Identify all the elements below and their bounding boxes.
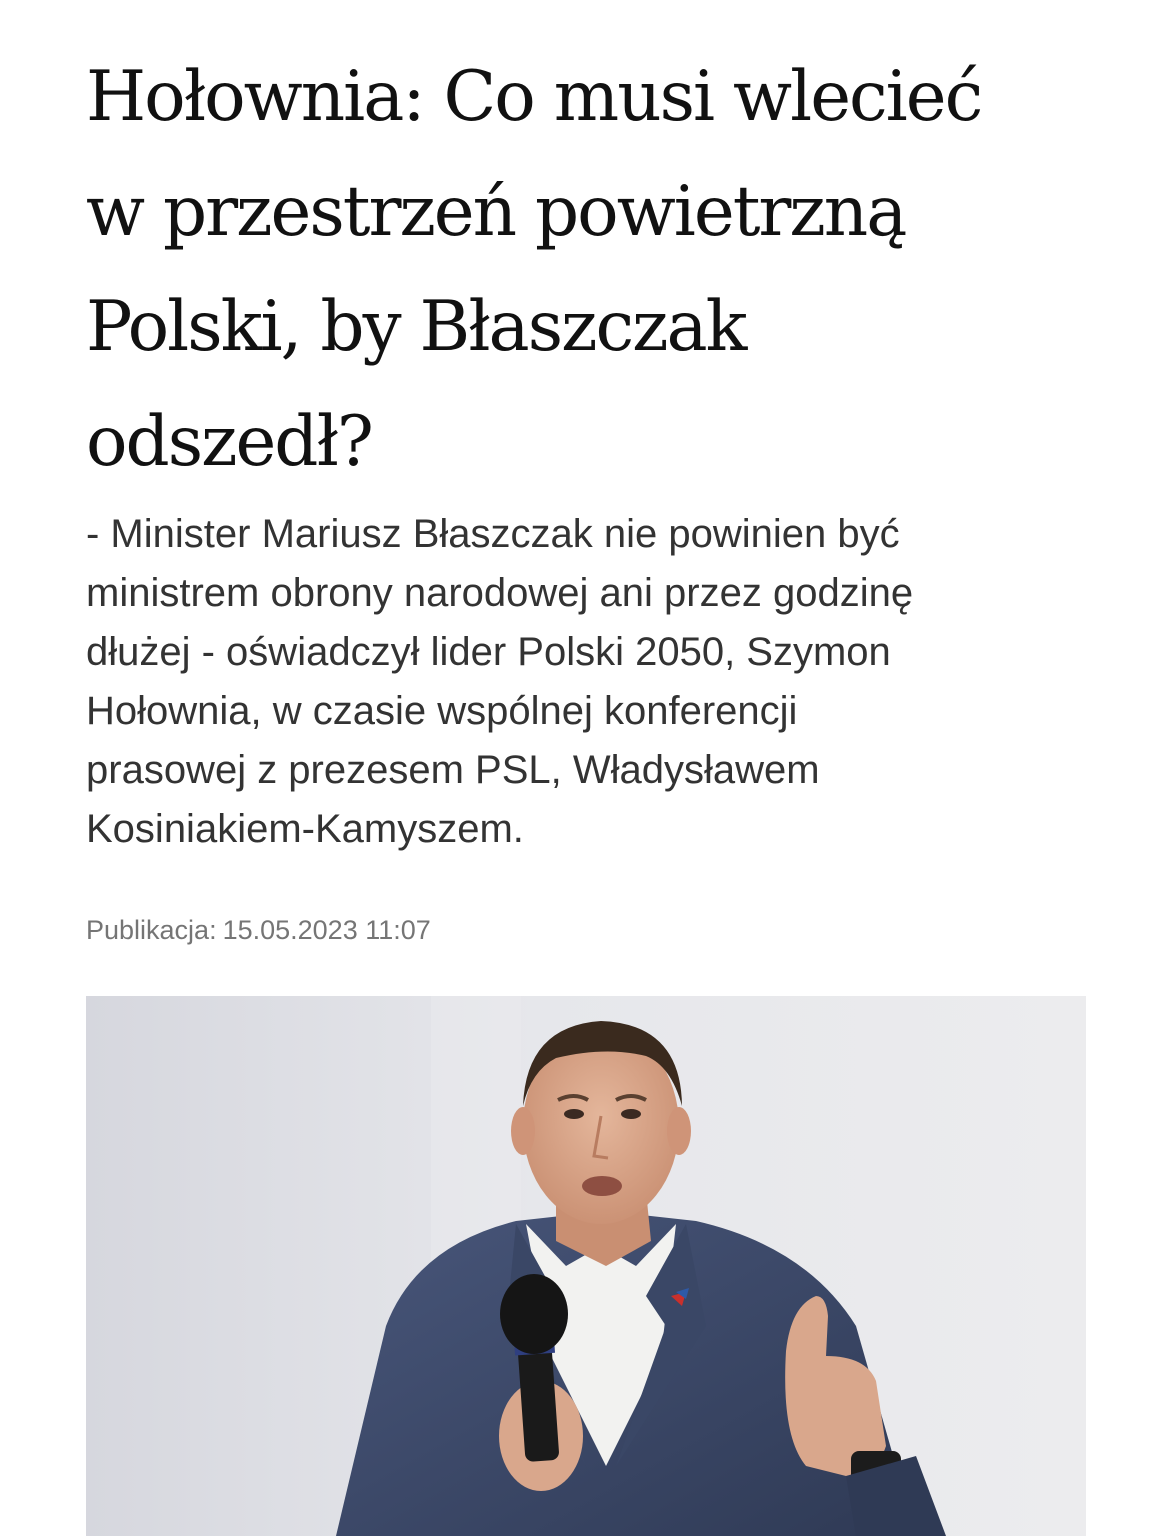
lead-line: Hołownia, w czasie wspólnej konferencji [86, 689, 798, 733]
headline-line: w przestrzeń powietrzną [86, 172, 906, 252]
headline-line: Polski, by Błaszczak [86, 287, 746, 367]
lead-line: Kosiniakiem-Kamyszem. [86, 807, 524, 851]
publication-label: Publikacja: [86, 915, 217, 945]
lead-line: - Minister Mariusz Błaszczak nie powinien być [86, 512, 900, 556]
publication-datetime: 15.05.2023 11:07 [222, 915, 431, 945]
lead-line: ministrem obrony narodowej ani przez godzinę [86, 571, 914, 615]
headline-line: Hołownia: Co musi wlecieć [86, 57, 982, 137]
article-lead [86, 505, 1086, 859]
headline-line: odszedł? [86, 402, 372, 482]
article-photo[interactable] [86, 996, 1086, 1536]
speaker-photo-illustration [86, 996, 1086, 1536]
article-headline [86, 40, 1086, 500]
lead-line: dłużej - oświadczył lider Polski 2050, Szymon [86, 630, 891, 674]
lead-line: prasowej z prezesem PSL, Władysławem [86, 748, 820, 792]
publication-info [86, 910, 431, 950]
